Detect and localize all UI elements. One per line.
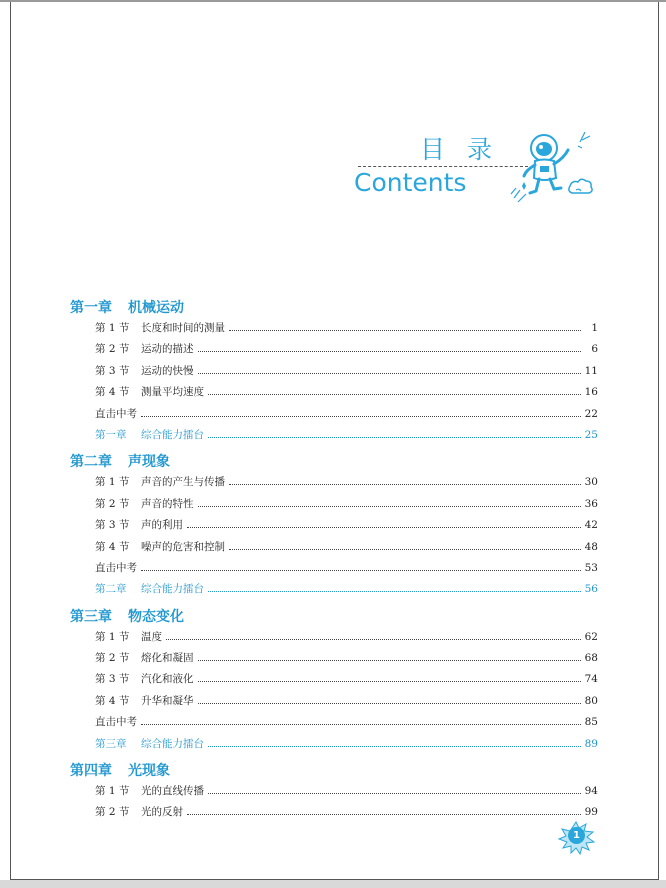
section-number: 第 3 节 [95, 673, 130, 686]
chapter-number: 第四章 [70, 763, 112, 780]
section-number: 第 4 节 [95, 386, 130, 399]
dot-leader [198, 660, 582, 661]
page-number: 62 [584, 630, 598, 643]
title-divider [358, 166, 528, 167]
dot-leader [229, 330, 581, 331]
page-number: 6 [591, 343, 598, 356]
section-title: 光的直线传播 [141, 785, 204, 798]
toc-title-chinese: 目 录 [420, 135, 499, 164]
chapter-2 [70, 451, 600, 600]
astronaut-icon [508, 128, 596, 208]
section-title: 长度和时间的测量 [141, 322, 225, 334]
page-number: 89 [584, 737, 598, 750]
chapter-number: 第二章 [70, 454, 112, 471]
chapter-title: 物态变化 [128, 608, 184, 625]
page-number: 74 [584, 673, 598, 686]
toc-entry[interactable] [95, 382, 598, 403]
chapter-heading[interactable] [70, 606, 600, 628]
toc-entry[interactable] [95, 339, 598, 360]
section-title: 噪声的危害和控制 [141, 540, 225, 553]
section-number: 第三章 [95, 737, 127, 750]
dot-leader [141, 570, 581, 571]
page-number: 42 [584, 519, 598, 532]
chapter-heading[interactable] [70, 297, 600, 319]
dot-leader [208, 591, 581, 592]
toc-entry-exam[interactable] [95, 404, 598, 425]
page-number: 48 [584, 540, 598, 553]
page-number-badge [553, 818, 599, 858]
section-title: 声音的特性 [141, 497, 194, 510]
page-number: 16 [584, 386, 598, 399]
section-number: 第 2 节 [95, 806, 130, 819]
section-title: 升华和凝华 [141, 694, 194, 707]
footer-page-number: 1 [568, 827, 585, 844]
page-number: 80 [584, 694, 598, 707]
toc-entry[interactable] [95, 802, 598, 823]
section-title: 温度 [141, 630, 162, 643]
page-number: 53 [584, 561, 598, 574]
toc-entry[interactable] [95, 669, 598, 690]
section-title: 综合能力擂台 [141, 737, 204, 750]
page-number: 94 [584, 785, 598, 798]
section-title: 熔化和凝固 [141, 652, 194, 665]
toc-entry[interactable] [95, 515, 598, 536]
section-title: 声的利用 [141, 519, 183, 532]
section-number: 第 3 节 [95, 519, 130, 532]
section-number: 第 1 节 [95, 630, 130, 643]
section-title: 综合能力擂台 [141, 583, 204, 596]
section-title: 声音的产生与传播 [141, 476, 225, 489]
toc-entry[interactable] [95, 318, 598, 339]
section-number: 第二章 [95, 583, 127, 596]
page-number: 1 [591, 322, 598, 334]
toc-entry[interactable] [95, 627, 598, 648]
dot-leader [198, 351, 582, 352]
toc-entry-review[interactable] [95, 734, 598, 755]
dot-leader [208, 793, 581, 794]
chapter-1 [70, 297, 600, 446]
dot-leader [208, 437, 581, 438]
section-title: 光的反射 [141, 806, 183, 819]
page-number: 25 [584, 428, 598, 441]
page-number: 99 [584, 806, 598, 819]
toc-entry[interactable] [95, 691, 598, 712]
section-number: 第 1 节 [95, 785, 130, 798]
section-number: 第 3 节 [95, 364, 130, 377]
section-title: 运动的快慢 [141, 364, 194, 377]
section-number: 第 2 节 [95, 343, 130, 356]
section-number: 第 4 节 [95, 540, 130, 553]
dot-leader [198, 681, 582, 682]
toc-entry[interactable] [95, 472, 598, 493]
page-number: 36 [584, 497, 598, 510]
toc-entry-exam[interactable] [95, 712, 598, 733]
section-title: 运动的描述 [141, 343, 194, 356]
page-number: 56 [584, 583, 598, 596]
toc-entry[interactable] [95, 494, 598, 515]
page-number: 30 [584, 476, 598, 489]
dot-leader [208, 394, 581, 395]
dot-leader [198, 703, 582, 704]
chapter-title: 声现象 [128, 454, 170, 471]
page-number: 68 [584, 652, 598, 665]
section-title: 汽化和液化 [141, 673, 194, 686]
dot-leader [229, 549, 581, 550]
dot-leader [141, 724, 581, 725]
section-title: 测量平均速度 [141, 386, 204, 399]
section-number: 第 2 节 [95, 497, 130, 510]
toc-title-english: Contents [354, 168, 467, 197]
dot-leader [229, 484, 581, 485]
chapter-heading[interactable] [70, 451, 600, 473]
toc-entry-exam[interactable] [95, 558, 598, 579]
page-number: 11 [584, 364, 598, 377]
chapter-title: 机械运动 [128, 300, 184, 316]
toc-entry[interactable] [95, 361, 598, 382]
chapter-number: 第三章 [70, 608, 112, 625]
chapter-4 [70, 760, 600, 824]
toc-entry[interactable] [95, 537, 598, 558]
chapter-number: 第一章 [70, 300, 112, 316]
section-title: 直击中考 [95, 407, 137, 420]
dot-leader [198, 506, 582, 507]
dot-leader [187, 814, 581, 815]
table-of-contents [70, 297, 600, 829]
chapter-heading[interactable] [70, 760, 600, 782]
toc-entry-review[interactable] [95, 579, 598, 600]
toc-entry-review[interactable] [95, 425, 598, 446]
section-number: 第一章 [95, 428, 127, 441]
dot-leader [208, 746, 581, 747]
toc-entry[interactable] [95, 648, 598, 669]
section-title: 直击中考 [95, 561, 137, 574]
section-number: 第 2 节 [95, 652, 130, 665]
chapter-3 [70, 606, 600, 755]
dot-leader [166, 639, 581, 640]
page-number: 22 [584, 407, 598, 420]
dot-leader [198, 373, 582, 374]
section-number: 第 1 节 [95, 476, 130, 489]
section-title: 直击中考 [95, 716, 137, 729]
dot-leader [187, 527, 581, 528]
toc-entry[interactable] [95, 781, 598, 802]
dot-leader [141, 416, 581, 417]
page-number: 85 [584, 716, 598, 729]
bottom-band [0, 880, 666, 888]
chapter-title: 光现象 [128, 763, 170, 780]
section-number: 第 4 节 [95, 694, 130, 707]
section-number: 第 1 节 [95, 322, 130, 334]
section-title: 综合能力擂台 [141, 428, 204, 441]
